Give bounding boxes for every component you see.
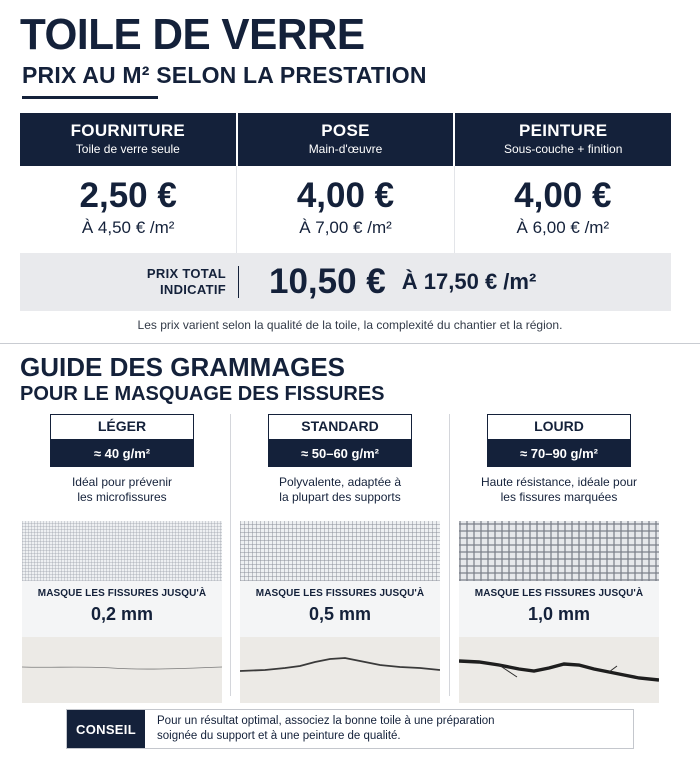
price-header-fourniture [20, 113, 238, 166]
total-range: À 17,50 € /m² [401, 269, 537, 294]
price-range: À 6,00 € /m² [516, 218, 610, 237]
grammage-name: LÉGER [50, 414, 194, 440]
price-header-pose [238, 113, 456, 166]
grammage-badge [487, 414, 631, 467]
crack-image [22, 637, 222, 703]
price-note: Les prix varient selon la qualité de la toile, la complexité du chantier et la région. [137, 318, 563, 332]
grammage-description [22, 475, 222, 507]
page-title: TOILE DE VERRE [20, 10, 365, 59]
price-header-subtitle: Main-d'œuvre [308, 142, 383, 156]
price-table-body [20, 166, 671, 253]
price-header-title: PEINTURE [519, 121, 608, 140]
mask-label: MASQUE LES FISSURES JUSQU'À [255, 588, 425, 599]
grammage-description-line: les microfissures [77, 490, 167, 504]
mask-info [22, 581, 222, 637]
guide-subtitle: POUR LE MASQUAGE DES FISSURES [20, 383, 385, 405]
total-value: 10,50 € [269, 262, 386, 301]
total-row [20, 253, 671, 311]
price-header-subtitle: Toile de verre seule [75, 142, 180, 156]
mask-info [459, 581, 659, 637]
conseil-text [145, 714, 495, 744]
conseil-text-line: soignée du support et à une peinture de qualité. [157, 730, 401, 742]
mask-value: 0,5 mm [308, 604, 372, 624]
price-value: 4,00 € [514, 176, 612, 215]
grammage-weight: ≈ 40 g/m² [50, 440, 194, 467]
grammage-description [240, 475, 440, 507]
price-header-title: FOURNITURE [70, 121, 186, 140]
grammage-description-line: Idéal pour prévenir [71, 475, 173, 489]
page-subtitle: PRIX AU M² SELON LA PRESTATION [22, 62, 427, 88]
grammage-name: LOURD [487, 414, 631, 440]
mesh-texture-image [240, 521, 440, 581]
grammage-description-line: Haute résistance, idéale pour [480, 475, 638, 489]
price-value: 2,50 € [79, 176, 177, 215]
price-cell-fourniture [20, 166, 237, 253]
crack-illustration [22, 637, 222, 703]
price-cell-pose [237, 166, 454, 253]
price-value: 4,00 € [296, 176, 395, 215]
price-range: À 4,50 € /m² [81, 218, 175, 237]
crack-image [459, 637, 659, 703]
price-range: À 7,00 € /m² [299, 218, 392, 237]
grammage-description-line: les fissures marquées [500, 490, 618, 504]
conseil-box [66, 709, 634, 749]
mask-label: MASQUE LES FISSURES JUSQU'À [474, 588, 644, 599]
grammage-description-line: la plupart des supports [279, 490, 401, 504]
section-divider [0, 343, 700, 344]
price-table [20, 113, 671, 311]
grammage-name: STANDARD [268, 414, 412, 440]
total-label-line1: PRIX TOTAL [146, 266, 226, 281]
mask-info [240, 581, 440, 637]
grammage-description [459, 475, 659, 507]
grammage-column-leger [22, 414, 222, 703]
title-underline [22, 96, 158, 99]
crack-image [240, 637, 440, 703]
price-header-title: POSE [321, 121, 370, 140]
conseil-tag: CONSEIL [67, 710, 145, 748]
mask-value: 1,0 mm [527, 604, 591, 624]
crack-illustration [240, 637, 440, 703]
guide-title: GUIDE DES GRAMMAGES [20, 352, 346, 382]
price-header-peinture [455, 113, 671, 166]
total-label-line2: INDICATIF [159, 282, 226, 297]
conseil-text-line: Pour un résultat optimal, associez la bonne toile à une préparation [157, 715, 495, 727]
grammage-badge [50, 414, 194, 467]
grammage-description-line: Polyvalente, adaptée à [278, 475, 402, 489]
total-label [20, 266, 238, 298]
price-cell-peinture [455, 166, 671, 253]
mask-value: 0,2 mm [90, 604, 154, 624]
mesh-texture-image [22, 521, 222, 581]
grammage-column-lourd [459, 414, 659, 703]
price-table-header [20, 113, 671, 166]
grammage-column-standard [240, 414, 440, 703]
grammage-weight: ≈ 50–60 g/m² [268, 440, 412, 467]
total-separator [238, 266, 239, 298]
column-divider [449, 414, 450, 696]
grammage-weight: ≈ 70–90 g/m² [487, 440, 631, 467]
price-header-subtitle: Sous-couche + finition [503, 142, 623, 156]
column-divider [230, 414, 231, 696]
mask-label: MASQUE LES FISSURES JUSQU'À [37, 588, 207, 599]
crack-illustration [459, 637, 659, 703]
grammage-badge [268, 414, 412, 467]
mesh-texture-image [459, 521, 659, 581]
